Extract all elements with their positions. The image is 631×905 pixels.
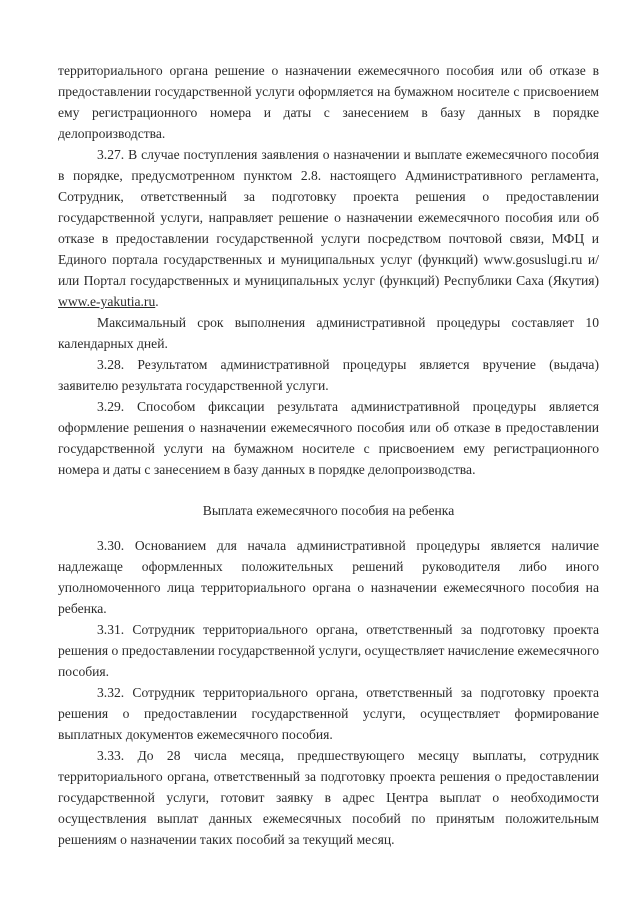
- paragraph-3-27: [58, 144, 599, 312]
- paragraph-3-29: 3.29. Способом фиксации результата административной процедуры является оформление решения о назначении ежемесячного пособия или об отказе в предоставлении государственной услуги на бумажном носителе с присвоением ему регистрационного номера и даты с занесением в базу данных в порядке делопроизводства.: [58, 399, 599, 477]
- paragraph-3-28: 3.28. Результатом административной процедуры является вручение (выдача) заявителю результата государственной услуги.: [58, 357, 599, 393]
- section-heading: Выплата ежемесячного пособия на ребенка: [202, 503, 455, 518]
- paragraph-3-27-end: .: [155, 294, 159, 309]
- document-page: [58, 60, 599, 850]
- paragraph-3-27-text: 3.27. В случае поступления заявления о назначении и выплате ежемесячного пособия в порядке, предусмотренном пунктом 2.8. настоящего Административного регламента, Сотрудник, ответственный за подготовку проекта решения о предоставлении государственной услуги, направляет решение о назначении ежемесячного пособия или об отказе в предоставлении государственной услуги посредством почтовой связи, МФЦ и Единого портала государственных и муниципальных услуг (функций) www.gosuslugi.ru и/или Портал государственных и муниципальных услуг (функций) Республики Саха (Якутия): [58, 147, 599, 288]
- e-yakutia-link[interactable]: www.e-yakutia.ru: [58, 294, 156, 309]
- intro-paragraph: территориального органа решение о назначении ежемесячного пособия или об отказе в предоставлении государственной услуги оформляется на бумажном носителе с присвоением ему регистрационного номера и даты с занесением в базу данных в порядке делопроизводства.: [58, 63, 599, 141]
- paragraph-3-31: 3.31. Сотрудник территориального органа, ответственный за подготовку проекта решения о предоставлении государственной услуги, осуществляет начисление ежемесячного пособия.: [58, 622, 599, 679]
- paragraph-max-term: Максимальный срок выполнения административной процедуры составляет 10 календарных дней.: [58, 315, 599, 351]
- paragraph-3-32: 3.32. Сотрудник территориального органа, ответственный за подготовку проекта решения о предоставлении государственной услуги, осуществляет формирование выплатных документов ежемесячного пособия.: [58, 685, 599, 742]
- paragraph-3-30: 3.30. Основанием для начала административной процедуры является наличие надлежаще оформленных положительных решений руководителя либо иного уполномоченного лица территориального органа о назначении ежемесячного пособия на ребенка.: [58, 538, 599, 616]
- paragraph-3-33: 3.33. До 28 числа месяца, предшествующего месяцу выплаты, сотрудник территориального органа, ответственный за подготовку проекта решения о предоставлении государственной услуги, готовит заявку в адрес Центра выплат о необходимости осуществления выплат данных ежемесячных пособий по принятым положительным решениям о назначении таких пособий за текущий месяц.: [58, 748, 599, 847]
